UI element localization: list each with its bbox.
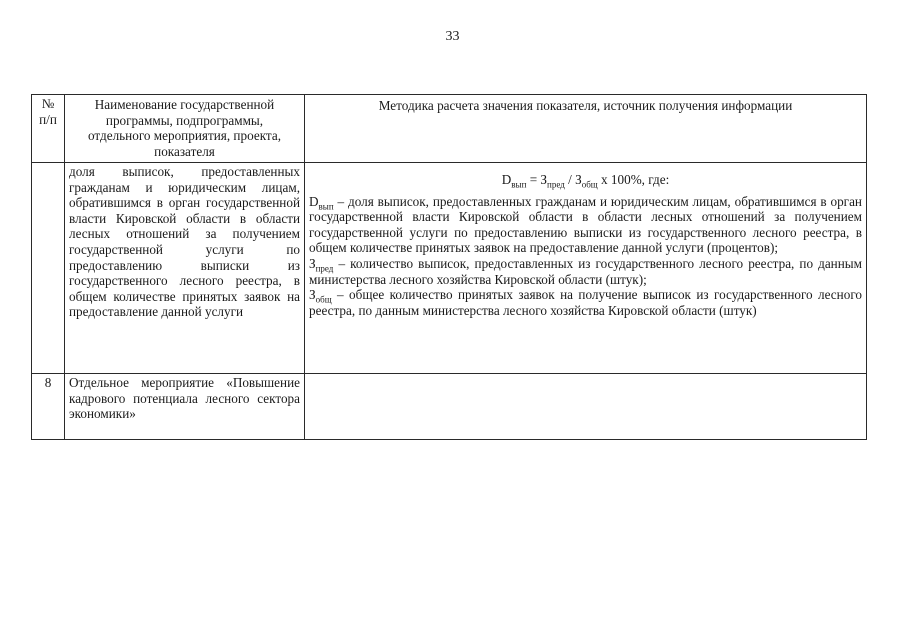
indicator-name-cell: доля выписок, предоставленных гражданам и юридическим лицам, обратившимся в орган государственной власти Кировской области в области лесных отношений за получением государственной услуги по предоставлению выписки из государственного лесного реестра, в общем количестве принятых заявок на предоставление данной услуги [65,163,305,374]
row-number-cell: 8 [32,374,65,440]
table-header-row [32,95,867,163]
row-number-cell [32,163,65,374]
method-cell [305,374,867,440]
table-row [32,374,867,440]
definition-item: $З_{общ}$ – общее количество принятых заявок на получение выписок из государственного лесного реестра, по данным министерства лесного хозяйства Кировской области (штук) [309,287,862,318]
definition-item: $D_{вып}$ – доля выписок, предоставленных гражданам и юридическим лицам, обратившимся в орган государственной власти Кировской области в области лесных отношений за получением государственной услуги по предоставлению выписки из государственного лесного реестра, в общем количестве принятых заявок на предоставление данной услуги (процентов); [309,193,862,256]
definition-item: $З_{пред}$ – количество выписок, предоставленных из государственного лесного реестра, по данным министерства лесного хозяйства Кировской области (штук); [309,255,862,287]
header-number: № п/п [32,95,65,163]
page-number: 33 [445,29,460,44]
header-name: Наименование государственной программы, подпрограммы, отдельного мероприятия, проекта, показателя [65,95,305,163]
indicator-table [31,94,867,440]
header-method: Методика расчета значения показателя, источник получения информации [305,95,867,163]
table-row [32,163,867,374]
formula-definitions [309,194,862,319]
indicator-name-cell: Отдельное мероприятие «Повышение кадрового потенциала лесного сектора экономики» [65,374,305,440]
formula: $D_{вып} = З_{пред} / З_{общ}$ х 100%, где: [501,172,670,190]
method-cell [305,163,867,374]
